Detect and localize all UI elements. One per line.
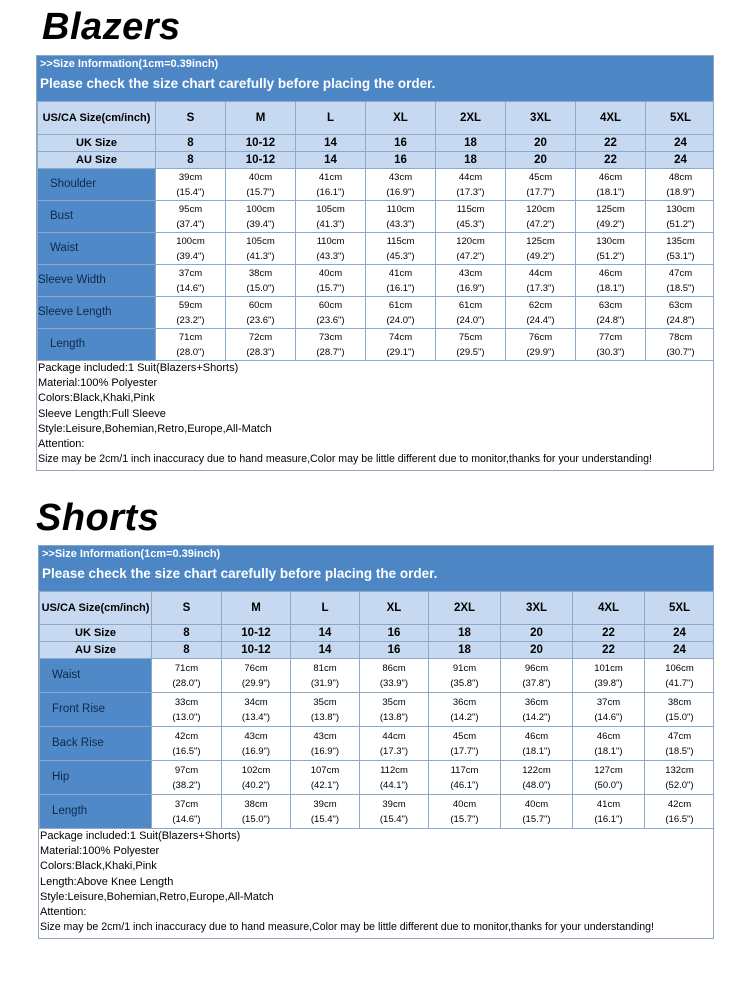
measure-cell: 45cm (17.7") xyxy=(506,169,576,201)
size-cell: 24 xyxy=(646,152,715,169)
shorts-row-back-rise xyxy=(40,727,715,761)
measure-cell: 41cm (16.1") xyxy=(573,795,645,829)
measure-cell: 38cm (15.0") xyxy=(226,265,296,297)
measure-cell: 43cm (16.9") xyxy=(291,727,360,761)
blazers-au-size-row xyxy=(38,152,715,169)
measure-cell: 63cm (24.8") xyxy=(646,297,715,329)
size-cell: 8 xyxy=(156,152,226,169)
size-cell: 18 xyxy=(436,152,506,169)
size-cell: M xyxy=(226,102,296,135)
measure-cell: 46cm (18.1") xyxy=(573,727,645,761)
measure-cell: 105cm (41.3") xyxy=(296,201,366,233)
measure-cell: 41cm (16.1") xyxy=(296,169,366,201)
measure-cell: 97cm (38.2") xyxy=(152,761,222,795)
row-label: UK Size xyxy=(40,625,152,642)
blazers-check-notice: Please check the size chart carefully before placing the order. xyxy=(40,76,436,91)
size-cell: 2XL xyxy=(436,102,506,135)
measure-cell: 45cm (17.7") xyxy=(429,727,501,761)
measure-cell: 130cm (51.2") xyxy=(576,233,646,265)
measure-cell: 34cm (13.4") xyxy=(222,693,291,727)
measure-cell: 48cm (18.9") xyxy=(646,169,715,201)
row-label: US/CA Size(cm/inch) xyxy=(38,102,156,135)
measure-cell: 44cm (17.3") xyxy=(436,169,506,201)
size-cell: S xyxy=(156,102,226,135)
measure-cell: 100cm (39.4") xyxy=(226,201,296,233)
size-cell: L xyxy=(296,102,366,135)
note-line: Length:Above Knee Length xyxy=(40,875,174,888)
measure-cell: 107cm (42.1") xyxy=(291,761,360,795)
measure-cell: 59cm (23.2") xyxy=(156,297,226,329)
measure-cell: 36cm (14.2") xyxy=(501,693,573,727)
measure-cell: 130cm (51.2") xyxy=(646,201,715,233)
measure-cell: 42cm (16.5") xyxy=(152,727,222,761)
measure-cell: 41cm (16.1") xyxy=(366,265,436,297)
measure-cell: 112cm (44.1") xyxy=(360,761,429,795)
row-label: Sleeve Length xyxy=(38,297,156,329)
shorts-us-size-row xyxy=(40,592,715,625)
blazers-row-waist xyxy=(38,233,715,265)
shorts-row-waist xyxy=(40,659,715,693)
measure-cell: 43cm (16.9") xyxy=(436,265,506,297)
shorts-size-info: >>Size Information(1cm=0.39inch) xyxy=(42,548,221,560)
row-label: Hip xyxy=(40,761,152,795)
size-cell: 8 xyxy=(156,135,226,152)
row-label: US/CA Size(cm/inch) xyxy=(40,592,152,625)
measure-cell: 95cm (37.4") xyxy=(156,201,226,233)
size-cell: 14 xyxy=(291,625,360,642)
measure-cell: 96cm (37.8") xyxy=(501,659,573,693)
measure-cell: 40cm (15.7") xyxy=(501,795,573,829)
row-label: AU Size xyxy=(38,152,156,169)
size-cell: 16 xyxy=(366,135,436,152)
measure-cell: 135cm (53.1") xyxy=(646,233,715,265)
note-line: Style:Leisure,Bohemian,Retro,Europe,All-Match xyxy=(38,422,272,435)
note-line: Colors:Black,Khaki,Pink xyxy=(40,860,157,873)
size-cell: 4XL xyxy=(576,102,646,135)
shorts-notes xyxy=(39,829,713,935)
size-cell: 20 xyxy=(501,642,573,659)
note-line: Package included:1 Suit(Blazers+Shorts) xyxy=(40,830,241,842)
measure-cell: 60cm (23.6") xyxy=(296,297,366,329)
size-cell: 20 xyxy=(506,135,576,152)
measure-cell: 71cm (28.0") xyxy=(156,329,226,361)
shorts-check-notice: Please check the size chart carefully before placing the order. xyxy=(42,566,438,581)
measure-cell: 39cm (15.4") xyxy=(360,795,429,829)
measure-cell: 73cm (28.7") xyxy=(296,329,366,361)
measure-cell: 122cm (48.0") xyxy=(501,761,573,795)
size-cell: L xyxy=(291,592,360,625)
note-line: Style:Leisure,Bohemian,Retro,Europe,All-Match xyxy=(40,890,274,903)
measure-cell: 35cm (13.8") xyxy=(291,693,360,727)
size-cell: 24 xyxy=(646,135,715,152)
measure-cell: 46cm (18.1") xyxy=(576,169,646,201)
measure-cell: 38cm (15.0") xyxy=(222,795,291,829)
size-cell: 5XL xyxy=(646,102,715,135)
measure-cell: 117cm (46.1") xyxy=(429,761,501,795)
measure-cell: 72cm (28.3") xyxy=(226,329,296,361)
size-cell: 8 xyxy=(152,625,222,642)
blazers-row-length xyxy=(38,329,715,361)
measure-cell: 47cm (18.5") xyxy=(645,727,715,761)
size-cell: 20 xyxy=(506,152,576,169)
note-line: Attention: xyxy=(38,438,85,451)
shorts-row-hip xyxy=(40,761,715,795)
measure-cell: 125cm (49.2") xyxy=(576,201,646,233)
measure-cell: 110cm (43.3") xyxy=(366,201,436,233)
size-cell: 10-12 xyxy=(222,625,291,642)
measure-cell: 42cm (16.5") xyxy=(645,795,715,829)
size-cell: 10-12 xyxy=(222,642,291,659)
size-cell: 3XL xyxy=(506,102,576,135)
measure-cell: 37cm (14.6") xyxy=(156,265,226,297)
blazers-size-chart xyxy=(36,55,714,471)
measure-cell: 105cm (41.3") xyxy=(226,233,296,265)
measure-cell: 75cm (29.5") xyxy=(436,329,506,361)
row-label: UK Size xyxy=(38,135,156,152)
shorts-title: Shorts xyxy=(36,497,160,539)
size-cell: 14 xyxy=(296,152,366,169)
measure-cell: 35cm (13.8") xyxy=(360,693,429,727)
note-line: Package included:1 Suit(Blazers+Shorts) xyxy=(38,362,239,374)
note-line: Sleeve Length:Full Sleeve xyxy=(38,407,166,420)
shorts-row-front-rise xyxy=(40,693,715,727)
shorts-au-size-row xyxy=(40,642,715,659)
row-label: Bust xyxy=(38,201,156,233)
measure-cell: 37cm (14.6") xyxy=(152,795,222,829)
measure-cell: 115cm (45.3") xyxy=(436,201,506,233)
shorts-row-length xyxy=(40,795,715,829)
measure-cell: 74cm (29.1") xyxy=(366,329,436,361)
blazers-size-info: >>Size Information(1cm=0.39inch) xyxy=(40,58,219,70)
size-cell: S xyxy=(152,592,222,625)
note-line: Size may be 2cm/1 inch inaccuracy due to hand measure,Color may be little different due to monitor,thanks for your understanding! xyxy=(40,921,654,934)
size-cell: XL xyxy=(366,102,436,135)
measure-cell: 125cm (49.2") xyxy=(506,233,576,265)
size-cell: 3XL xyxy=(501,592,573,625)
measure-cell: 77cm (30.3") xyxy=(576,329,646,361)
row-label: Waist xyxy=(38,233,156,265)
note-line: Attention: xyxy=(40,906,87,919)
measure-cell: 110cm (43.3") xyxy=(296,233,366,265)
measure-cell: 38cm (15.0") xyxy=(645,693,715,727)
row-label: AU Size xyxy=(40,642,152,659)
measure-cell: 71cm (28.0") xyxy=(152,659,222,693)
size-cell: 20 xyxy=(501,625,573,642)
blazers-notes xyxy=(37,361,713,467)
size-cell: 18 xyxy=(429,625,501,642)
measure-cell: 39cm (15.4") xyxy=(291,795,360,829)
row-label: Sleeve Width xyxy=(38,265,156,297)
size-cell: M xyxy=(222,592,291,625)
size-cell: 16 xyxy=(360,642,429,659)
measure-cell: 61cm (24.0") xyxy=(436,297,506,329)
measure-cell: 102cm (40.2") xyxy=(222,761,291,795)
measure-cell: 44cm (17.3") xyxy=(506,265,576,297)
blazers-uk-size-row xyxy=(38,135,715,152)
measure-cell: 39cm (15.4") xyxy=(156,169,226,201)
shorts-size-chart xyxy=(38,545,714,939)
measure-cell: 120cm (47.2") xyxy=(436,233,506,265)
size-cell: 18 xyxy=(429,642,501,659)
measure-cell: 46cm (18.1") xyxy=(501,727,573,761)
measure-cell: 62cm (24.4") xyxy=(506,297,576,329)
size-cell: 22 xyxy=(573,625,645,642)
size-cell: 2XL xyxy=(429,592,501,625)
measure-cell: 132cm (52.0") xyxy=(645,761,715,795)
shorts-size-table xyxy=(39,591,714,829)
measure-cell: 76cm (29.9") xyxy=(506,329,576,361)
note-line: Material:100% Polyester xyxy=(38,377,158,390)
measure-cell: 76cm (29.9") xyxy=(222,659,291,693)
row-label: Front Rise xyxy=(40,693,152,727)
note-line: Colors:Black,Khaki,Pink xyxy=(38,392,155,405)
size-cell: 24 xyxy=(645,625,715,642)
blazers-row-bust xyxy=(38,201,715,233)
measure-cell: 61cm (24.0") xyxy=(366,297,436,329)
measure-cell: 40cm (15.7") xyxy=(296,265,366,297)
blazers-row-sleeve-length xyxy=(38,297,715,329)
measure-cell: 37cm (14.6") xyxy=(573,693,645,727)
note-line: Size may be 2cm/1 inch inaccuracy due to hand measure,Color may be little different due to monitor,thanks for your understanding! xyxy=(38,453,652,466)
blazers-banner xyxy=(37,56,713,101)
measure-cell: 100cm (39.4") xyxy=(156,233,226,265)
measure-cell: 43cm (16.9") xyxy=(222,727,291,761)
size-cell: 4XL xyxy=(573,592,645,625)
row-label: Waist xyxy=(40,659,152,693)
measure-cell: 60cm (23.6") xyxy=(226,297,296,329)
size-cell: 16 xyxy=(366,152,436,169)
measure-cell: 40cm (15.7") xyxy=(226,169,296,201)
measure-cell: 46cm (18.1") xyxy=(576,265,646,297)
size-cell: 14 xyxy=(296,135,366,152)
size-cell: 22 xyxy=(576,135,646,152)
row-label: Shoulder xyxy=(38,169,156,201)
measure-cell: 91cm (35.8") xyxy=(429,659,501,693)
size-cell: 22 xyxy=(573,642,645,659)
shorts-banner xyxy=(39,546,713,591)
note-line: Material:100% Polyester xyxy=(40,845,160,858)
measure-cell: 115cm (45.3") xyxy=(366,233,436,265)
measure-cell: 101cm (39.8") xyxy=(573,659,645,693)
row-label: Back Rise xyxy=(40,727,152,761)
measure-cell: 40cm (15.7") xyxy=(429,795,501,829)
measure-cell: 43cm (16.9") xyxy=(366,169,436,201)
measure-cell: 120cm (47.2") xyxy=(506,201,576,233)
size-cell: 8 xyxy=(152,642,222,659)
size-cell: 24 xyxy=(645,642,715,659)
blazers-us-size-row xyxy=(38,102,715,135)
size-cell: 16 xyxy=(360,625,429,642)
blazers-title: Blazers xyxy=(42,6,181,48)
size-cell: 14 xyxy=(291,642,360,659)
measure-cell: 33cm (13.0") xyxy=(152,693,222,727)
measure-cell: 63cm (24.8") xyxy=(576,297,646,329)
size-cell: XL xyxy=(360,592,429,625)
measure-cell: 81cm (31.9") xyxy=(291,659,360,693)
measure-cell: 86cm (33.9") xyxy=(360,659,429,693)
shorts-uk-size-row xyxy=(40,625,715,642)
measure-cell: 78cm (30.7") xyxy=(646,329,715,361)
measure-cell: 36cm (14.2") xyxy=(429,693,501,727)
size-cell: 18 xyxy=(436,135,506,152)
blazers-row-sleeve-width xyxy=(38,265,715,297)
row-label: Length xyxy=(38,329,156,361)
row-label: Length xyxy=(40,795,152,829)
measure-cell: 47cm (18.5") xyxy=(646,265,715,297)
measure-cell: 127cm (50.0") xyxy=(573,761,645,795)
size-cell: 10-12 xyxy=(226,135,296,152)
size-cell: 22 xyxy=(576,152,646,169)
measure-cell: 44cm (17.3") xyxy=(360,727,429,761)
measure-cell: 106cm (41.7") xyxy=(645,659,715,693)
size-cell: 5XL xyxy=(645,592,715,625)
size-cell: 10-12 xyxy=(226,152,296,169)
blazers-size-table xyxy=(37,101,714,361)
blazers-row-shoulder xyxy=(38,169,715,201)
